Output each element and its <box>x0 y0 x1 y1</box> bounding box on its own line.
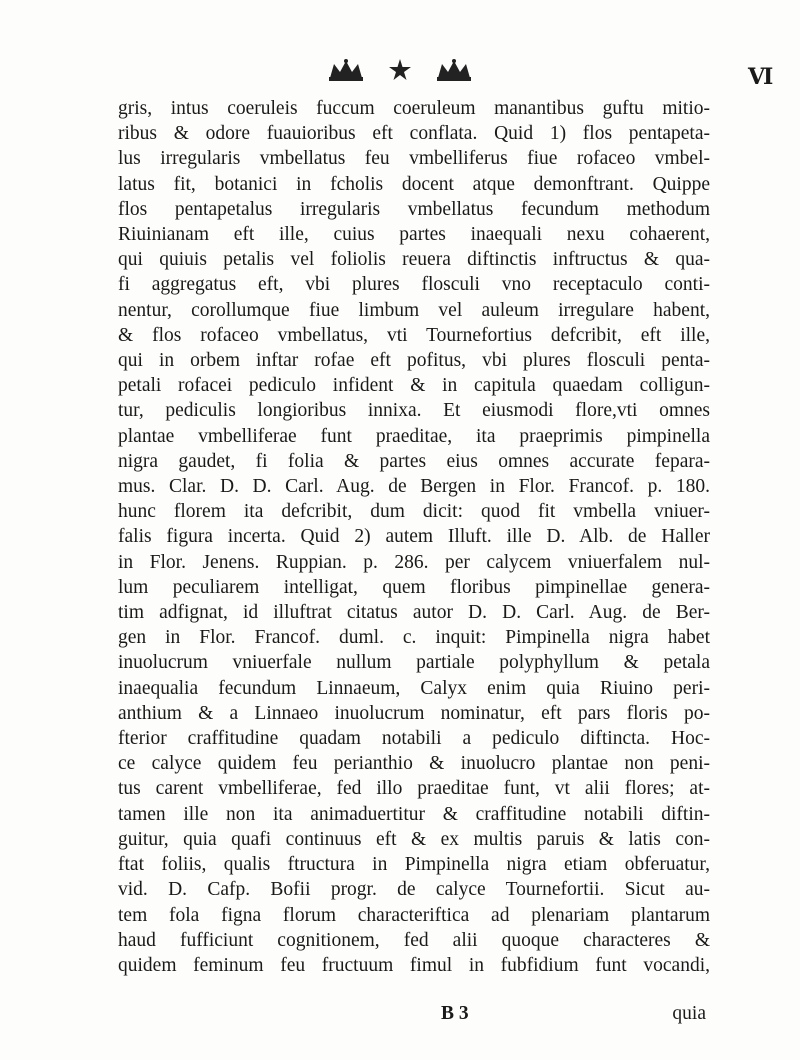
text-line: guitur, quia quafi continuus eft & ex multis paruis & latis con- <box>118 828 710 850</box>
text-line: inaequalia fecundum Linnaeum, Calyx enim quia Riuino peri- <box>118 677 710 699</box>
text-line: tem fola figna florum characteriftica ad plenariam plantarum <box>118 904 710 926</box>
text-line: petali rofacei pediculo infident & in capitula quaedam colligun- <box>118 375 710 397</box>
text-line: fterior craffitudine quadam notabili a pediculo diftincta. Hoc- <box>118 728 710 750</box>
signature-mark: B 3 <box>441 1003 469 1024</box>
text-line: lus irregularis vmbellatus feu vmbelliferus fiue rofaceo vmbel- <box>118 148 710 170</box>
text-line: ftat foliis, qualis ftructura in Pimpinella nigra etiam obferuatur, <box>118 854 710 876</box>
text-line: mus. Clar. D. D. Carl. Aug. de Bergen in Flor. Francof. p. 180. <box>118 476 710 498</box>
text-line: gris, intus coeruleis fuccum coeruleum manantibus guftu mitio- <box>118 98 710 119</box>
text-line: tus carent vmbelliferae, fed illo praeditae funt, vt alii flores; at- <box>118 778 710 800</box>
text-line: haud fufficiunt cognitionem, fed alii quoque characteres & <box>118 929 710 951</box>
text-line: quidem feminum feu fructuum fimul in fubfidium funt vocandi, <box>118 954 710 976</box>
text-line: latus fit, botanici in fcholis docent atque demonftrant. Quippe <box>118 173 710 195</box>
text-line: nentur, corollumque fiue limbum vel auleum irregulare habent, <box>118 299 710 321</box>
ornament-crown-icon <box>326 58 366 82</box>
text-line: inuolucrum vniuerfale nullum partiale polyphyllum & petala <box>118 652 710 674</box>
header-ornament <box>280 52 520 88</box>
text-line: tim adfignat, id illuftrat citatus autor D. D. Carl. Aug. de Ber- <box>118 602 710 624</box>
ornament-crown-icon <box>434 58 474 82</box>
text-line: ce calyce quidem feu perianthio & inuolucro plantae non peni- <box>118 753 710 775</box>
corner-mark: Ⅵ <box>748 64 774 90</box>
catchword: quia <box>672 1003 706 1024</box>
text-line: ribus & odore fuauioribus eft conflata. Quid 1) flos pentapeta- <box>118 123 710 145</box>
text-line: qui quiuis petalis vel foliolis reuera diftinctis inftructus & qua- <box>118 249 710 271</box>
text-line: Riuinianam eft ille, cuius partes inaequali nexu cohaerent, <box>118 224 710 246</box>
text-line: in Flor. Jenens. Ruppian. p. 286. per calycem vniuerfalem nul- <box>118 551 710 573</box>
text-line: fi aggregatus eft, vbi plures flosculi vno receptaculo conti- <box>118 274 710 296</box>
text-line: hunc florem ita defcribit, dum dicit: quod fit vmbella vniuer- <box>118 501 710 523</box>
text-line: tur, pediculis longioribus innixa. Et eiusmodi flore,vti omnes <box>118 400 710 422</box>
text-line: flos pentapetalus irregularis vmbellatus fecundum methodum <box>118 198 710 220</box>
text-line: & flos rofaceo vmbellatus, vti Tournefortius defcribit, eft ille, <box>118 324 710 346</box>
body-text <box>118 96 710 978</box>
text-line: falis figura incerta. Quid 2) autem Illuft. ille D. Alb. de Haller <box>118 526 710 548</box>
text-line: lum peculiarem intelligat, quem floribus pimpinellae genera- <box>118 576 710 598</box>
text-line: anthium & a Linnaeo inuolucrum nominatur, eft pars floris po- <box>118 702 710 724</box>
text-line: gen in Flor. Francof. duml. c. inquit: Pimpinella nigra habet <box>118 627 710 649</box>
text-line: plantae vmbelliferae funt praeditae, ita praeprimis pimpinella <box>118 425 710 447</box>
text-line: tamen ille non ita animaduertitur & craffitudine notabili diftin- <box>118 803 710 825</box>
text-line: nigra gaudet, fi folia & partes eius omnes accurate fepara- <box>118 450 710 472</box>
text-line: vid. D. Cafp. Bofii progr. de calyce Tournefortii. Sicut au- <box>118 879 710 901</box>
ornament-star-icon <box>388 58 412 82</box>
text-line: qui in orbem inftar rofae eft pofitus, vbi plures flosculi penta- <box>118 350 710 372</box>
